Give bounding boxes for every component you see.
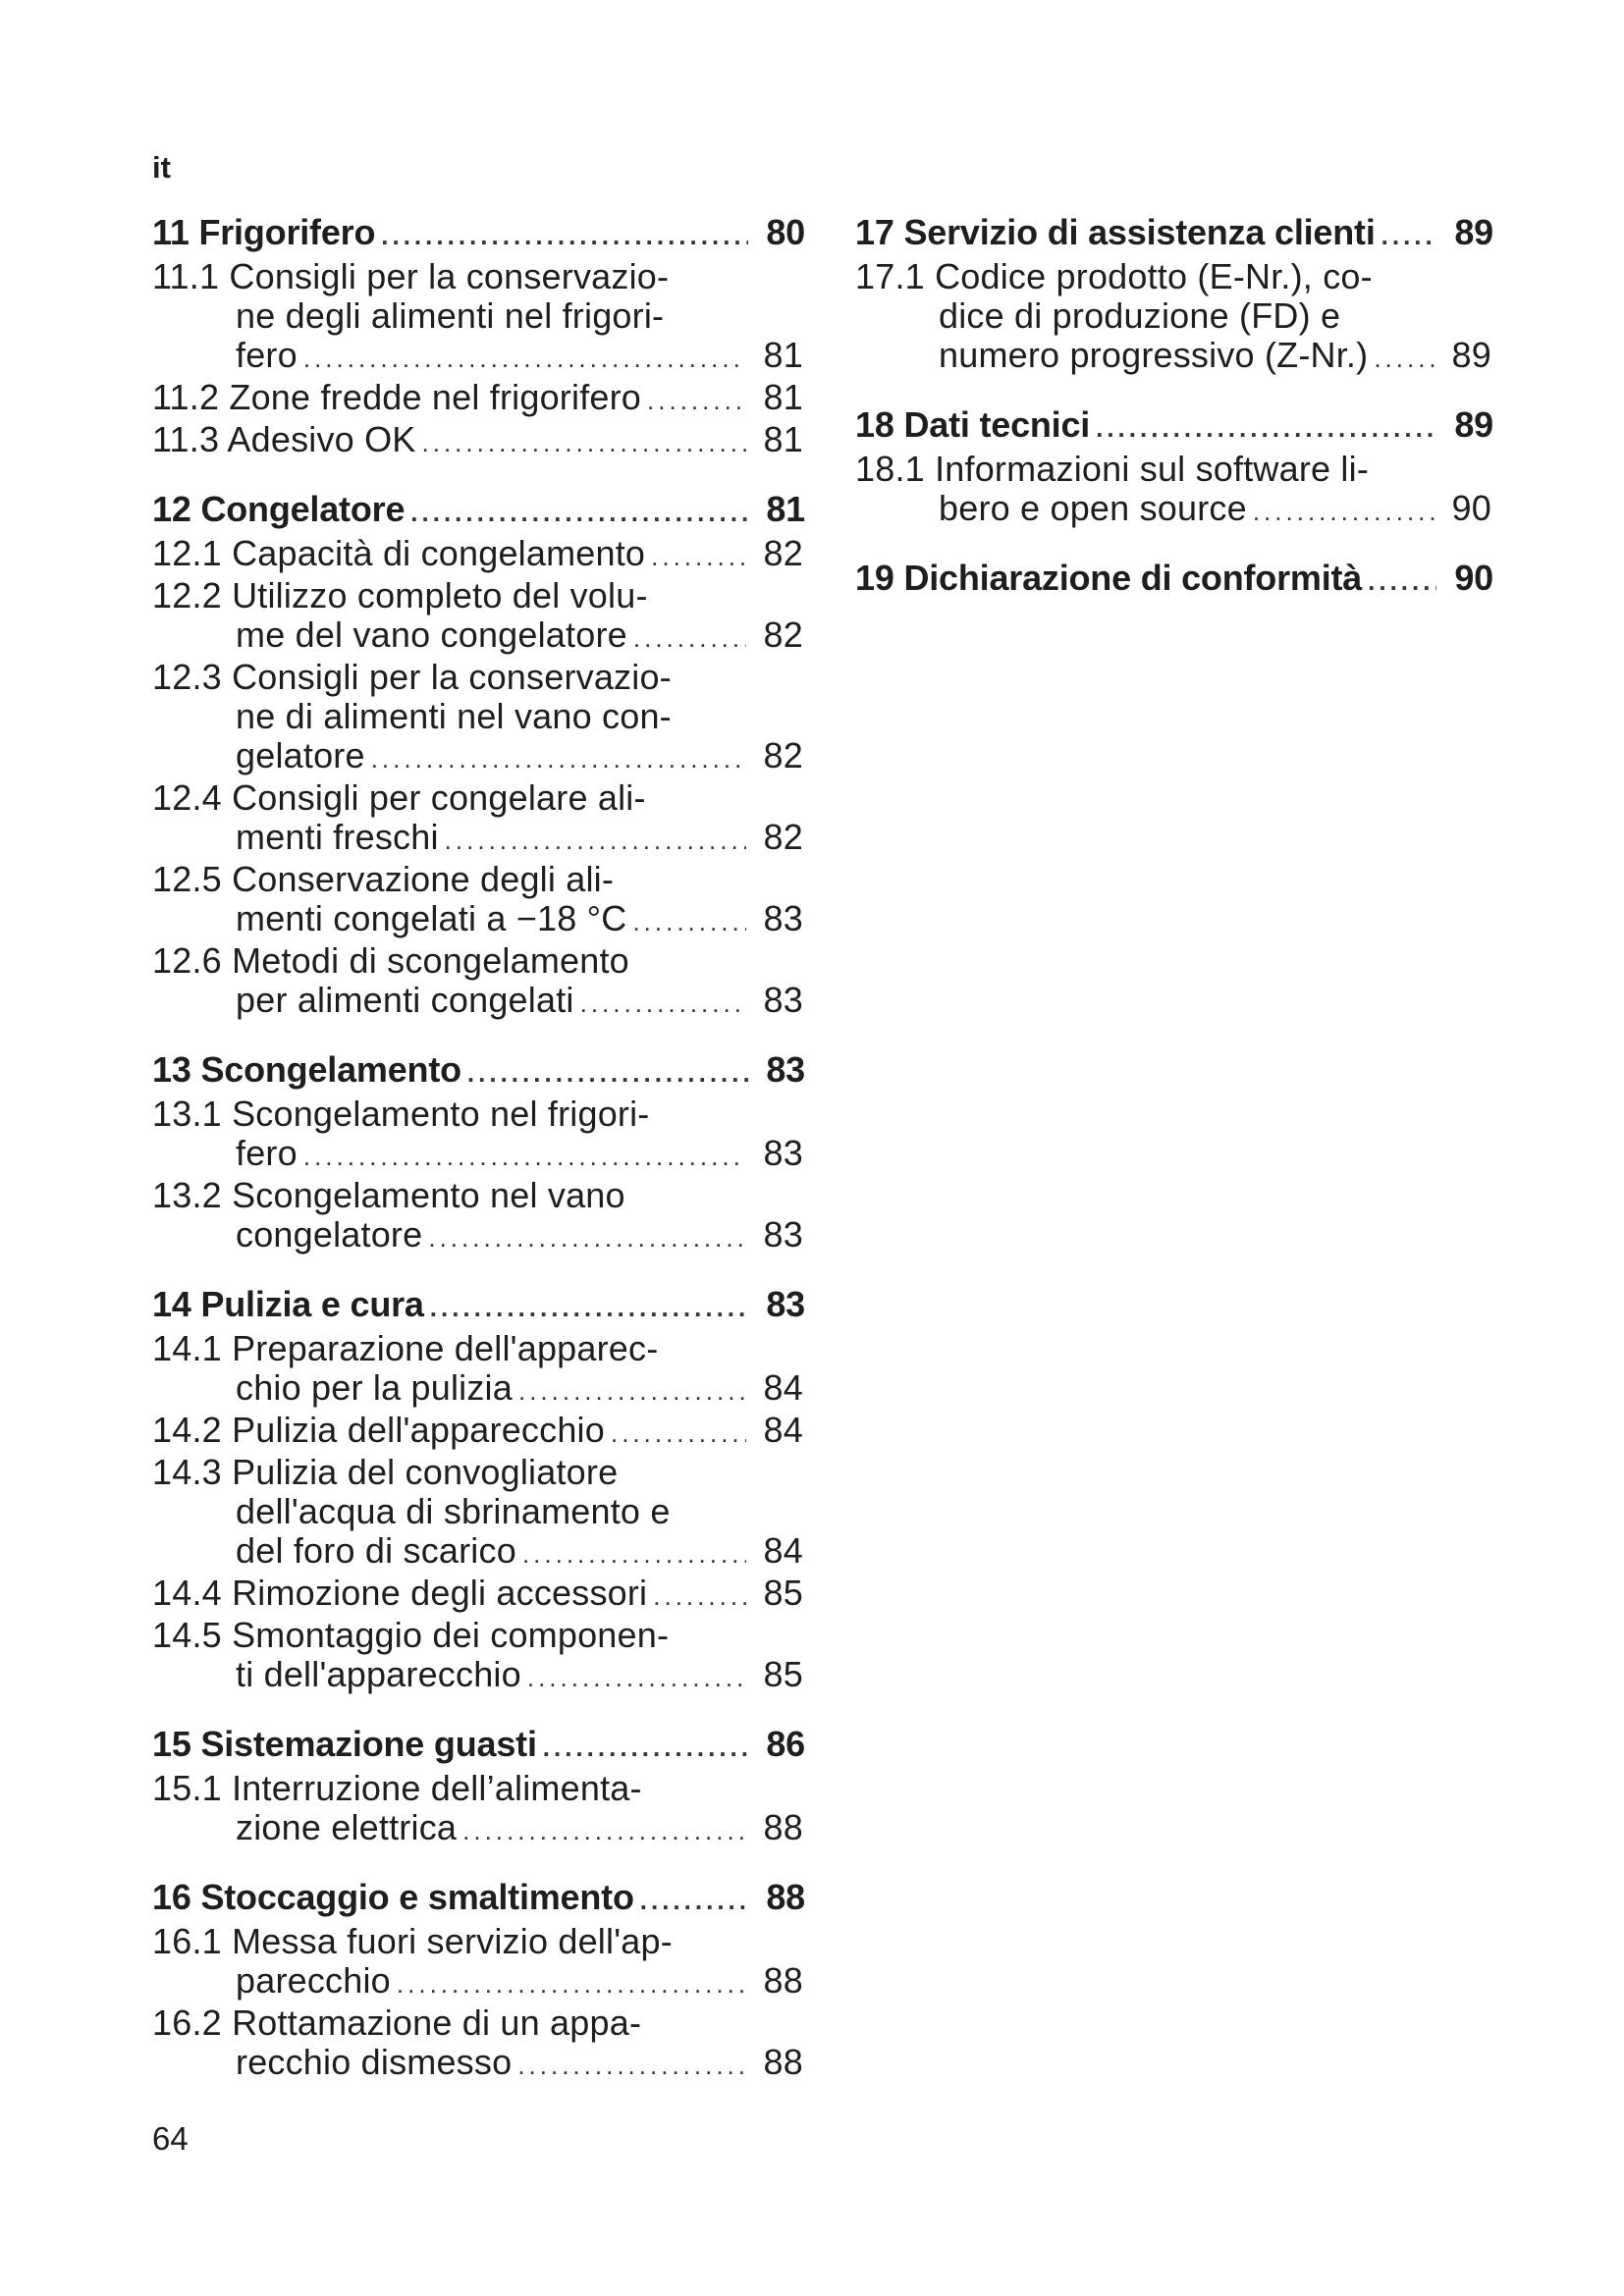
toc-page-number: 89 bbox=[1454, 212, 1493, 252]
toc-entry-line: parecchio bbox=[236, 1960, 391, 2001]
toc-heading-title: 11 Frigorifero bbox=[152, 212, 376, 252]
toc-entry-line: 12.4 Consigli per congelare ali- bbox=[152, 777, 646, 818]
dot-leader bbox=[640, 1880, 749, 1921]
toc-heading-18[interactable] bbox=[855, 404, 1493, 449]
toc-page-number: 83 bbox=[763, 1133, 803, 1173]
toc-page-number: 83 bbox=[766, 1284, 805, 1324]
toc-page-number: 90 bbox=[1451, 488, 1491, 528]
toc-entry-line: gelatore bbox=[236, 735, 365, 775]
toc-entry-line: menti congelati a −18 °C bbox=[236, 898, 627, 938]
dot-leader bbox=[410, 492, 748, 533]
dot-leader bbox=[1374, 339, 1434, 378]
toc-entry-12-4[interactable] bbox=[152, 778, 805, 860]
dot-leader bbox=[428, 1218, 745, 1257]
toc-entry-line: dice di produzione (FD) e bbox=[939, 295, 1341, 336]
toc-page-number: 88 bbox=[763, 2042, 803, 2082]
toc-entry-line: 14.1 Preparazione dell'apparec- bbox=[152, 1328, 659, 1368]
dot-leader bbox=[1096, 407, 1436, 449]
toc-entry-line: menti freschi bbox=[236, 817, 439, 857]
dot-leader bbox=[381, 215, 748, 256]
toc-section-11 bbox=[152, 212, 805, 462]
toc-entry-line: 11.1 Consigli per la conservazio- bbox=[152, 256, 670, 296]
toc-entry-line: 12.2 Utilizzo completo del volu- bbox=[152, 575, 648, 615]
dot-leader bbox=[467, 1052, 748, 1094]
toc-entry-line: 12.5 Conservazione degli ali- bbox=[152, 859, 615, 899]
dot-leader bbox=[518, 1371, 746, 1411]
toc-page-number: 81 bbox=[763, 377, 803, 417]
toc-entry-line: 15.1 Interruzione dell’alimenta- bbox=[152, 1768, 642, 1808]
toc-section-13 bbox=[152, 1049, 805, 1257]
toc-page-number: 82 bbox=[763, 817, 803, 857]
toc-heading-title: 19 Dichiarazione di conformità bbox=[855, 558, 1363, 598]
toc-heading-title: 17 Servizio di assistenza clienti bbox=[855, 212, 1376, 252]
toc-section-17 bbox=[855, 212, 1493, 378]
toc-entry-15-1[interactable] bbox=[152, 1769, 805, 1850]
toc-section-12 bbox=[152, 489, 805, 1023]
toc-page-number: 83 bbox=[763, 898, 803, 938]
toc-entry-line: recchio dismesso bbox=[236, 2042, 513, 2082]
toc-entry-14-4[interactable] bbox=[152, 1574, 805, 1616]
toc-heading-title: 13 Scongelamento bbox=[152, 1049, 461, 1090]
toc-entry-line: 11.3 Adesivo OK bbox=[152, 419, 416, 459]
page-number: 64 bbox=[152, 2120, 189, 2157]
toc-entry-line: dell'acqua di sbrinamento e bbox=[236, 1491, 671, 1531]
toc-heading-11[interactable] bbox=[152, 212, 805, 256]
toc-entry-line: ne degli alimenti nel frigori- bbox=[236, 295, 665, 336]
dot-leader bbox=[543, 1727, 749, 1768]
toc-entry-line: 17.1 Codice prodotto (E-Nr.), co- bbox=[855, 256, 1373, 296]
toc-entry-13-2[interactable] bbox=[152, 1176, 805, 1257]
toc-page-number: 85 bbox=[763, 1573, 803, 1613]
dot-leader bbox=[611, 1414, 746, 1453]
toc-column-right bbox=[855, 212, 1493, 628]
toc-entry-13-1[interactable] bbox=[152, 1095, 805, 1176]
toc-entry-line: 18.1 Informazioni sul software li- bbox=[855, 449, 1370, 489]
toc-heading-19[interactable] bbox=[855, 558, 1493, 602]
toc-heading-16[interactable] bbox=[152, 1877, 805, 1921]
dot-leader bbox=[522, 1534, 746, 1574]
toc-entry-line: 14.4 Rimozione degli accessori bbox=[152, 1573, 648, 1613]
toc-section-18 bbox=[855, 404, 1493, 531]
toc-entry-12-6[interactable] bbox=[152, 941, 805, 1023]
toc-heading-title: 15 Sistemazione guasti bbox=[152, 1724, 537, 1764]
toc-entry-line: 14.2 Pulizia dell'apparecchio bbox=[152, 1410, 605, 1450]
toc-entry-12-2[interactable] bbox=[152, 576, 805, 658]
toc-page-number: 80 bbox=[766, 212, 805, 252]
toc-entry-14-5[interactable] bbox=[152, 1616, 805, 1697]
toc-entry-line: 16.1 Messa fuori servizio dell'ap- bbox=[152, 1921, 673, 1961]
toc-entry-11-1[interactable] bbox=[152, 257, 805, 378]
dot-leader bbox=[445, 821, 746, 860]
toc-heading-15[interactable] bbox=[152, 1724, 805, 1768]
toc-page-number: 89 bbox=[1451, 335, 1491, 375]
dot-leader bbox=[651, 537, 745, 576]
toc-entry-line: zione elettrica bbox=[236, 1807, 458, 1847]
toc-entry-line: ti dell'apparecchio bbox=[236, 1654, 521, 1694]
toc-page-number: 83 bbox=[763, 1214, 803, 1255]
toc-page-number: 81 bbox=[763, 419, 803, 459]
toc-heading-17[interactable] bbox=[855, 212, 1493, 256]
toc-page-number: 89 bbox=[1454, 404, 1493, 445]
toc-page-number: 82 bbox=[763, 614, 803, 655]
dot-leader bbox=[303, 1137, 746, 1176]
dot-leader bbox=[397, 1964, 746, 2003]
toc-section-16 bbox=[152, 1877, 805, 2085]
toc-entry-line: 12.1 Capacità di congelamento bbox=[152, 533, 646, 573]
dot-leader bbox=[303, 339, 746, 378]
dot-leader bbox=[371, 739, 746, 778]
dot-leader bbox=[1381, 215, 1437, 256]
toc-page-number: 82 bbox=[763, 735, 803, 775]
toc-entry-line: 12.6 Metodi di scongelamento bbox=[152, 940, 629, 981]
toc-entry-line: bero e open source bbox=[939, 488, 1247, 528]
toc-entry-17-1[interactable] bbox=[855, 257, 1493, 378]
dot-leader bbox=[527, 1658, 746, 1697]
toc-entry-line: 14.3 Pulizia del convogliatore bbox=[152, 1452, 619, 1492]
dot-leader bbox=[1253, 492, 1435, 531]
toc-entry-14-1[interactable] bbox=[152, 1329, 805, 1411]
toc-page-number: 82 bbox=[763, 533, 803, 573]
toc-entry-line: fero bbox=[236, 335, 298, 375]
toc-entry-12-1[interactable] bbox=[152, 534, 805, 576]
toc-page-number: 88 bbox=[766, 1877, 805, 1917]
toc-page-number: 86 bbox=[766, 1724, 805, 1764]
toc-page-number: 84 bbox=[763, 1530, 803, 1571]
toc-heading-title: 12 Congelatore bbox=[152, 489, 406, 529]
toc-entry-line: 11.2 Zone fredde nel frigorifero bbox=[152, 377, 642, 417]
dot-leader bbox=[517, 2046, 745, 2085]
dot-leader bbox=[632, 902, 745, 941]
toc-page-number: 88 bbox=[763, 1960, 803, 2001]
toc-entry-14-2[interactable] bbox=[152, 1411, 805, 1453]
toc-entry-12-5[interactable] bbox=[152, 860, 805, 941]
dot-leader bbox=[1368, 561, 1436, 602]
dot-leader bbox=[653, 1576, 745, 1616]
toc-entry-line: 13.2 Scongelamento nel vano bbox=[152, 1175, 625, 1215]
toc-entry-line: chio per la pulizia bbox=[236, 1367, 513, 1408]
toc-page-number: 83 bbox=[763, 980, 803, 1020]
toc-section-14 bbox=[152, 1284, 805, 1697]
toc-entry-line: 14.5 Smontaggio dei componen- bbox=[152, 1615, 670, 1655]
language-code: it bbox=[152, 150, 171, 185]
toc-entry-line: 12.3 Consigli per la conservazio- bbox=[152, 657, 672, 697]
toc-page-number: 84 bbox=[763, 1410, 803, 1450]
toc-page-number: 88 bbox=[763, 1807, 803, 1847]
dot-leader bbox=[430, 1287, 749, 1328]
dot-leader bbox=[647, 381, 746, 420]
toc-page-number: 90 bbox=[1454, 558, 1493, 598]
toc-entry-line: per alimenti congelati bbox=[236, 980, 574, 1020]
toc-heading-title: 18 Dati tecnici bbox=[855, 404, 1091, 445]
toc-heading-title: 16 Stoccaggio e smaltimento bbox=[152, 1877, 634, 1917]
toc-entry-12-3[interactable] bbox=[152, 658, 805, 778]
toc-page-number: 81 bbox=[763, 335, 803, 375]
toc-page-number: 83 bbox=[766, 1049, 805, 1090]
toc-heading-12[interactable] bbox=[152, 489, 805, 533]
dot-leader bbox=[580, 984, 746, 1023]
toc-entry-line: 13.1 Scongelamento nel frigori- bbox=[152, 1094, 650, 1134]
toc-section-19 bbox=[855, 558, 1493, 602]
toc-entry-line: fero bbox=[236, 1133, 298, 1173]
toc-column-left bbox=[152, 212, 805, 2111]
dot-leader bbox=[633, 618, 746, 658]
toc-heading-title: 14 Pulizia e cura bbox=[152, 1284, 424, 1324]
toc-entry-18-1[interactable] bbox=[855, 450, 1493, 531]
toc-heading-13[interactable] bbox=[152, 1049, 805, 1094]
toc-page-number: 81 bbox=[766, 489, 805, 529]
toc-section-15 bbox=[152, 1724, 805, 1850]
toc-entry-line: me del vano congelatore bbox=[236, 614, 627, 655]
dot-leader bbox=[422, 423, 746, 462]
toc-entry-16-1[interactable] bbox=[152, 1922, 805, 2003]
toc-page-number: 84 bbox=[763, 1367, 803, 1408]
toc-entry-line: congelatore bbox=[236, 1214, 423, 1255]
dot-leader bbox=[462, 1811, 745, 1850]
toc-entry-line: del foro di scarico bbox=[236, 1530, 516, 1571]
toc-entry-line: 16.2 Rottamazione di un appa- bbox=[152, 2002, 642, 2043]
toc-entry-line: ne di alimenti nel vano con- bbox=[236, 696, 672, 736]
toc-entry-11-3[interactable] bbox=[152, 420, 805, 462]
toc-page-number: 85 bbox=[763, 1654, 803, 1694]
toc-entry-16-2[interactable] bbox=[152, 2003, 805, 2085]
toc-heading-14[interactable] bbox=[152, 1284, 805, 1328]
toc-entry-line: numero progressivo (Z-Nr.) bbox=[939, 335, 1369, 375]
toc-entry-14-3[interactable] bbox=[152, 1453, 805, 1574]
toc-entry-11-2[interactable] bbox=[152, 378, 805, 420]
